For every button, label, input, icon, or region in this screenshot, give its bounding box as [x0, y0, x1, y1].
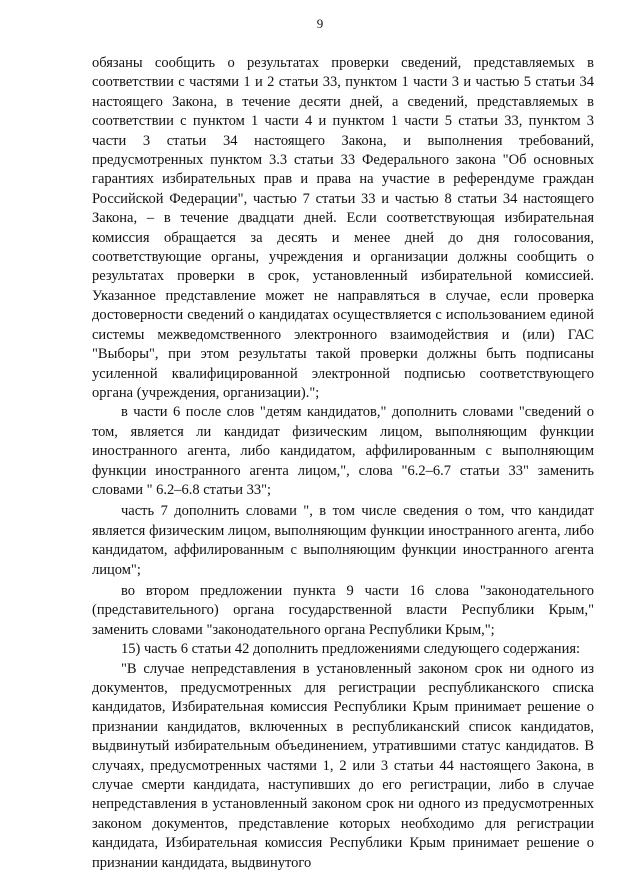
paragraph-point-9: во втором предложении пункта 9 части 16 слова "законодательного (представительного) органа государственной власти Республики Крым," заменить словами "законодательного органа Республики Крым,"; [92, 582, 594, 638]
paragraph-quoted-amendment: "В случае непредставления в установленный законом срок ни одного из документов, предусмотренных для регистрации республиканского списка кандидатов, Избирательная комиссия Республики Крым принимает решение о признании кандидатов, включенных в республиканский список кандидатов, выдвинутый избирательным объединением, утратившими статус кандидатов. В случаях, предусмотренных частями 1, 2 или 3 статьи 44 настоящего Закона, в случае смерти кандидата, наступивших до его регистрации, либо в случае непредставления в установленный законом срок ни одного из предусмотренных законом документов, представление которых необходимо для регистрации кандидата, Избирательная комиссия Республики Крым принимает решение о признании кандидата, выдвинутого [92, 660, 594, 871]
document-body [92, 54, 594, 873]
page-number: 9 [316, 16, 324, 31]
paragraph-part-6: в части 6 после слов "детям кандидатов," дополнить словами "сведений о том, является ли кандидат физическим лицом, выполняющим функции иностранного агента, либо кандидатом, аффилированным с выполняющим функции иностранного агента лицом,", слова "6.2–6.7 статьи 33" заменить словами " 6.2–6.8 статьи 33"; [92, 404, 594, 498]
paragraph-continuation: обязаны сообщить о результатах проверки сведений, представляемых в соответствии с частями 1 и 2 статьи 33, пунктом 1 части 3 и частью 5 статьи 34 настоящего Закона, в течение десяти дней, а сведений, представляемых в соответствии с пунктом 1 части 4 и пунктом 1 части 5 статьи 33, пунктом 3 части 3 статьи 34 настоящего Закона, и выполнения требований, предусмотренных пунктом 3.3 статьи 33 Федерального закона "Об основных гарантиях избирательных прав и права на участие в референдуме граждан Российской Федерации", частью 7 статьи 33 и частью 8 статьи 34 настоящего Закона, – в течение двадцати дней. Если соответствующая избирательная комиссия обращается за десять и менее дней до дня голосования, соответствующие органы, учреждения и организации должны сообщить о результатах проверки в срок, установленный избирательной комиссией. Указанное представление может не направляться в случае, если проверка достоверности сведений о кандидатах осуществляется с использованием единой системы межведомственного электронного взаимодействия и (или) ГАС "Выборы", при этом результаты такой проверки должны быть подписаны усиленной квалифицированной электронной подписью соответствующего органа (учреждения, организации)."; [92, 55, 594, 401]
paragraph-part-7: часть 7 дополнить словами ", в том числе сведения о том, что кандидат является физическим лицом, выполняющим функции иностранного агента, либо кандидатом, аффилированным с выполняющим функции иностранного агента лицом"; [92, 503, 594, 578]
paragraph-item-15: 15) часть 6 статьи 42 дополнить предложениями следующего содержания: [121, 641, 581, 658]
